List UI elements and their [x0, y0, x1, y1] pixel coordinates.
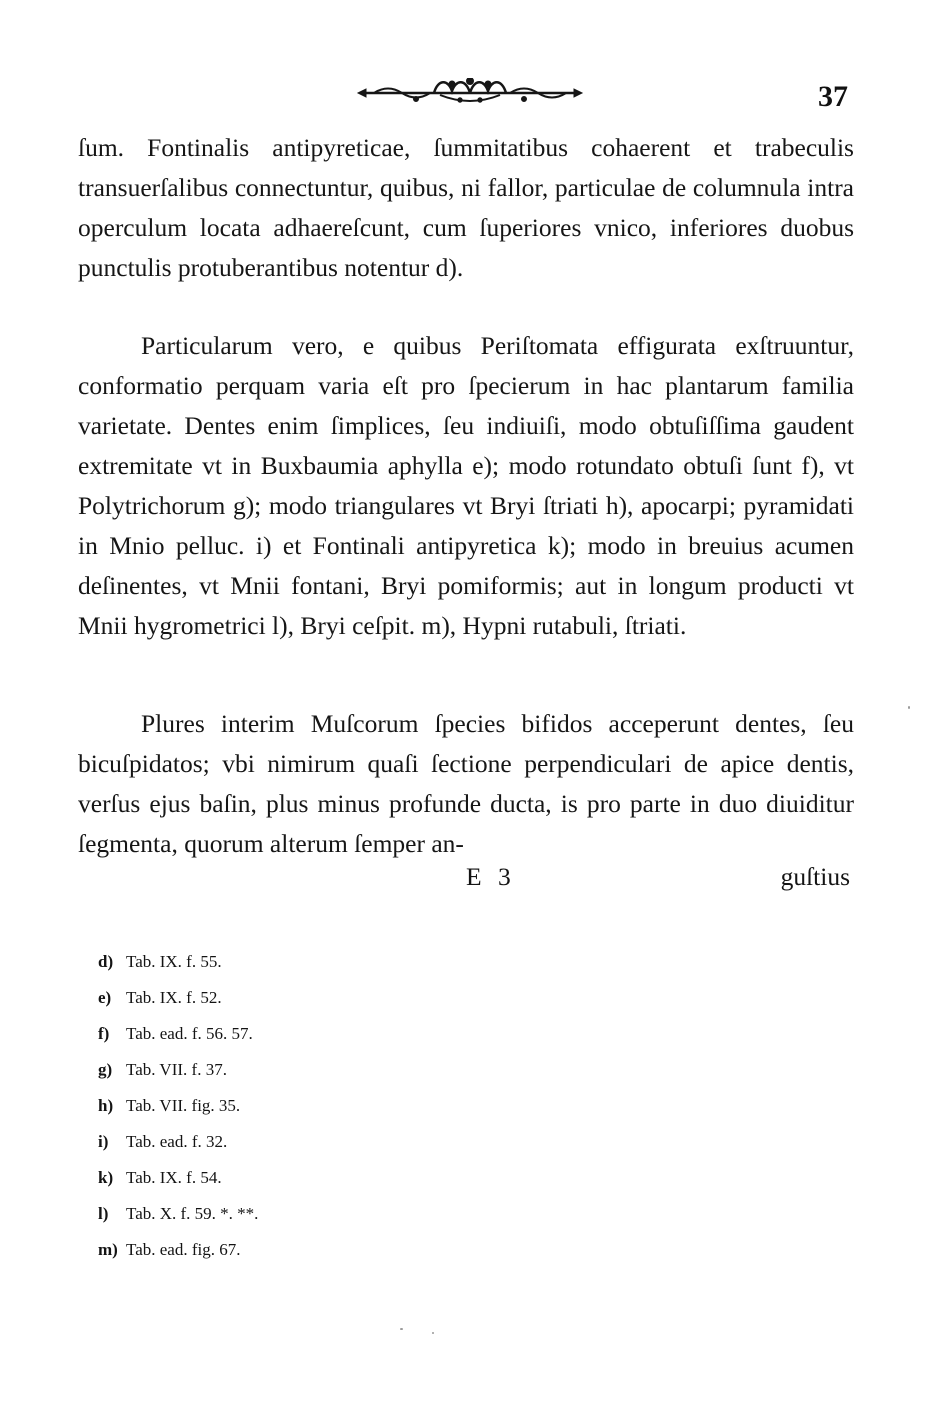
- footnote-mark: f): [98, 1024, 110, 1043]
- footnote-mark: k): [98, 1168, 114, 1187]
- footnote-mark: d): [98, 952, 114, 971]
- page-number: 37: [818, 80, 848, 113]
- footnote: [98, 1016, 258, 1052]
- footnote-text: Tab. VII. f. 37.: [126, 1060, 227, 1079]
- footnote: [98, 1052, 258, 1088]
- footnote-text: Tab. IX. f. 52.: [126, 988, 222, 1007]
- paragraph-1: [78, 128, 854, 288]
- footnote-text: Tab. ead. f. 32.: [126, 1132, 228, 1151]
- printer-ornament-icon: [356, 78, 584, 108]
- footnote-mark: g): [98, 1060, 113, 1079]
- footnote: [98, 1088, 258, 1124]
- footnote: [98, 1196, 258, 1232]
- paragraph-2: [78, 326, 854, 646]
- footnote: [98, 980, 258, 1016]
- paper-speck: [908, 706, 910, 709]
- footnote: [98, 1124, 258, 1160]
- footnote-mark: e): [98, 988, 112, 1007]
- footnote-text: Tab. IX. f. 54.: [126, 1168, 222, 1187]
- signature-line: [78, 862, 854, 902]
- catchword: guſtius: [780, 862, 850, 891]
- page-header: [0, 78, 930, 118]
- footnote-text: Tab. ead. f. 56. 57.: [126, 1024, 253, 1043]
- footnote-text: Tab. X. f. 59. *. **.: [126, 1204, 259, 1223]
- footnote-text: Tab. ead. fig. 67.: [126, 1240, 241, 1259]
- footnotes: [98, 944, 258, 1268]
- paragraph-1-text: ſum. Fontinalis antipyreticae, ſummitatibus cohaerent et trabeculis transuerſalibus connectuntur, quibus, ni fallor, particulae de columnula intra operculum locata adhaereſcunt, cum ſuperiores vnico, inferiores duobus punctulis protuberantibus notentur d).: [78, 133, 854, 282]
- paper-speck: [400, 1328, 403, 1330]
- footnote-mark: h): [98, 1096, 114, 1115]
- paragraph-3-text: Plures interim Muſcorum ſpecies bifidos acceperunt dentes, ſeu bicuſpidatos; vbi nimirum quaſi ſectione perpendiculari de apice dentis, verſus ejus baſin, plus minus profunde ducta, is pro parte in duo diuiditur ſegmenta, quorum alterum ſemper an-: [78, 709, 854, 858]
- footnote-text: Tab. VII. fig. 35.: [126, 1096, 241, 1115]
- footnote: [98, 1160, 258, 1196]
- footnote-text: Tab. IX. f. 55.: [126, 952, 222, 971]
- footnote-mark: i): [98, 1132, 109, 1151]
- paragraph-2-text: Particularum vero, e quibus Periſtomata effigurata exſtruuntur, conformatio perquam varia eſt pro ſpecierum in hac plantarum familia varietate. Dentes enim ſimplices, ſeu indiuiſi, modo obtuſiſſima gaudent extremitate vt in Buxbaumia aphylla e); modo rotundato obtuſi ſunt f), vt Polytrichorum g); modo triangulares vt Bryi ſtriati h), apocarpi; pyramidati in Mnio pelluc. i) et Fontinali antipyretica k); modo in breuius acumen deſinentes, vt Mnii fontani, Bryi pomiformis; aut in longum producti vt Mnii hygrometrici l), Bryi ceſpit. m), Hypni rutabuli, ſtriati.: [78, 331, 854, 640]
- paper-speck: [432, 1332, 434, 1334]
- footnote: [98, 944, 258, 980]
- signature-mark: E 3: [466, 862, 516, 891]
- footnote: [98, 1232, 258, 1268]
- footnote-mark: l): [98, 1204, 109, 1223]
- footnote-mark: m): [98, 1240, 118, 1259]
- paragraph-3: [78, 704, 854, 864]
